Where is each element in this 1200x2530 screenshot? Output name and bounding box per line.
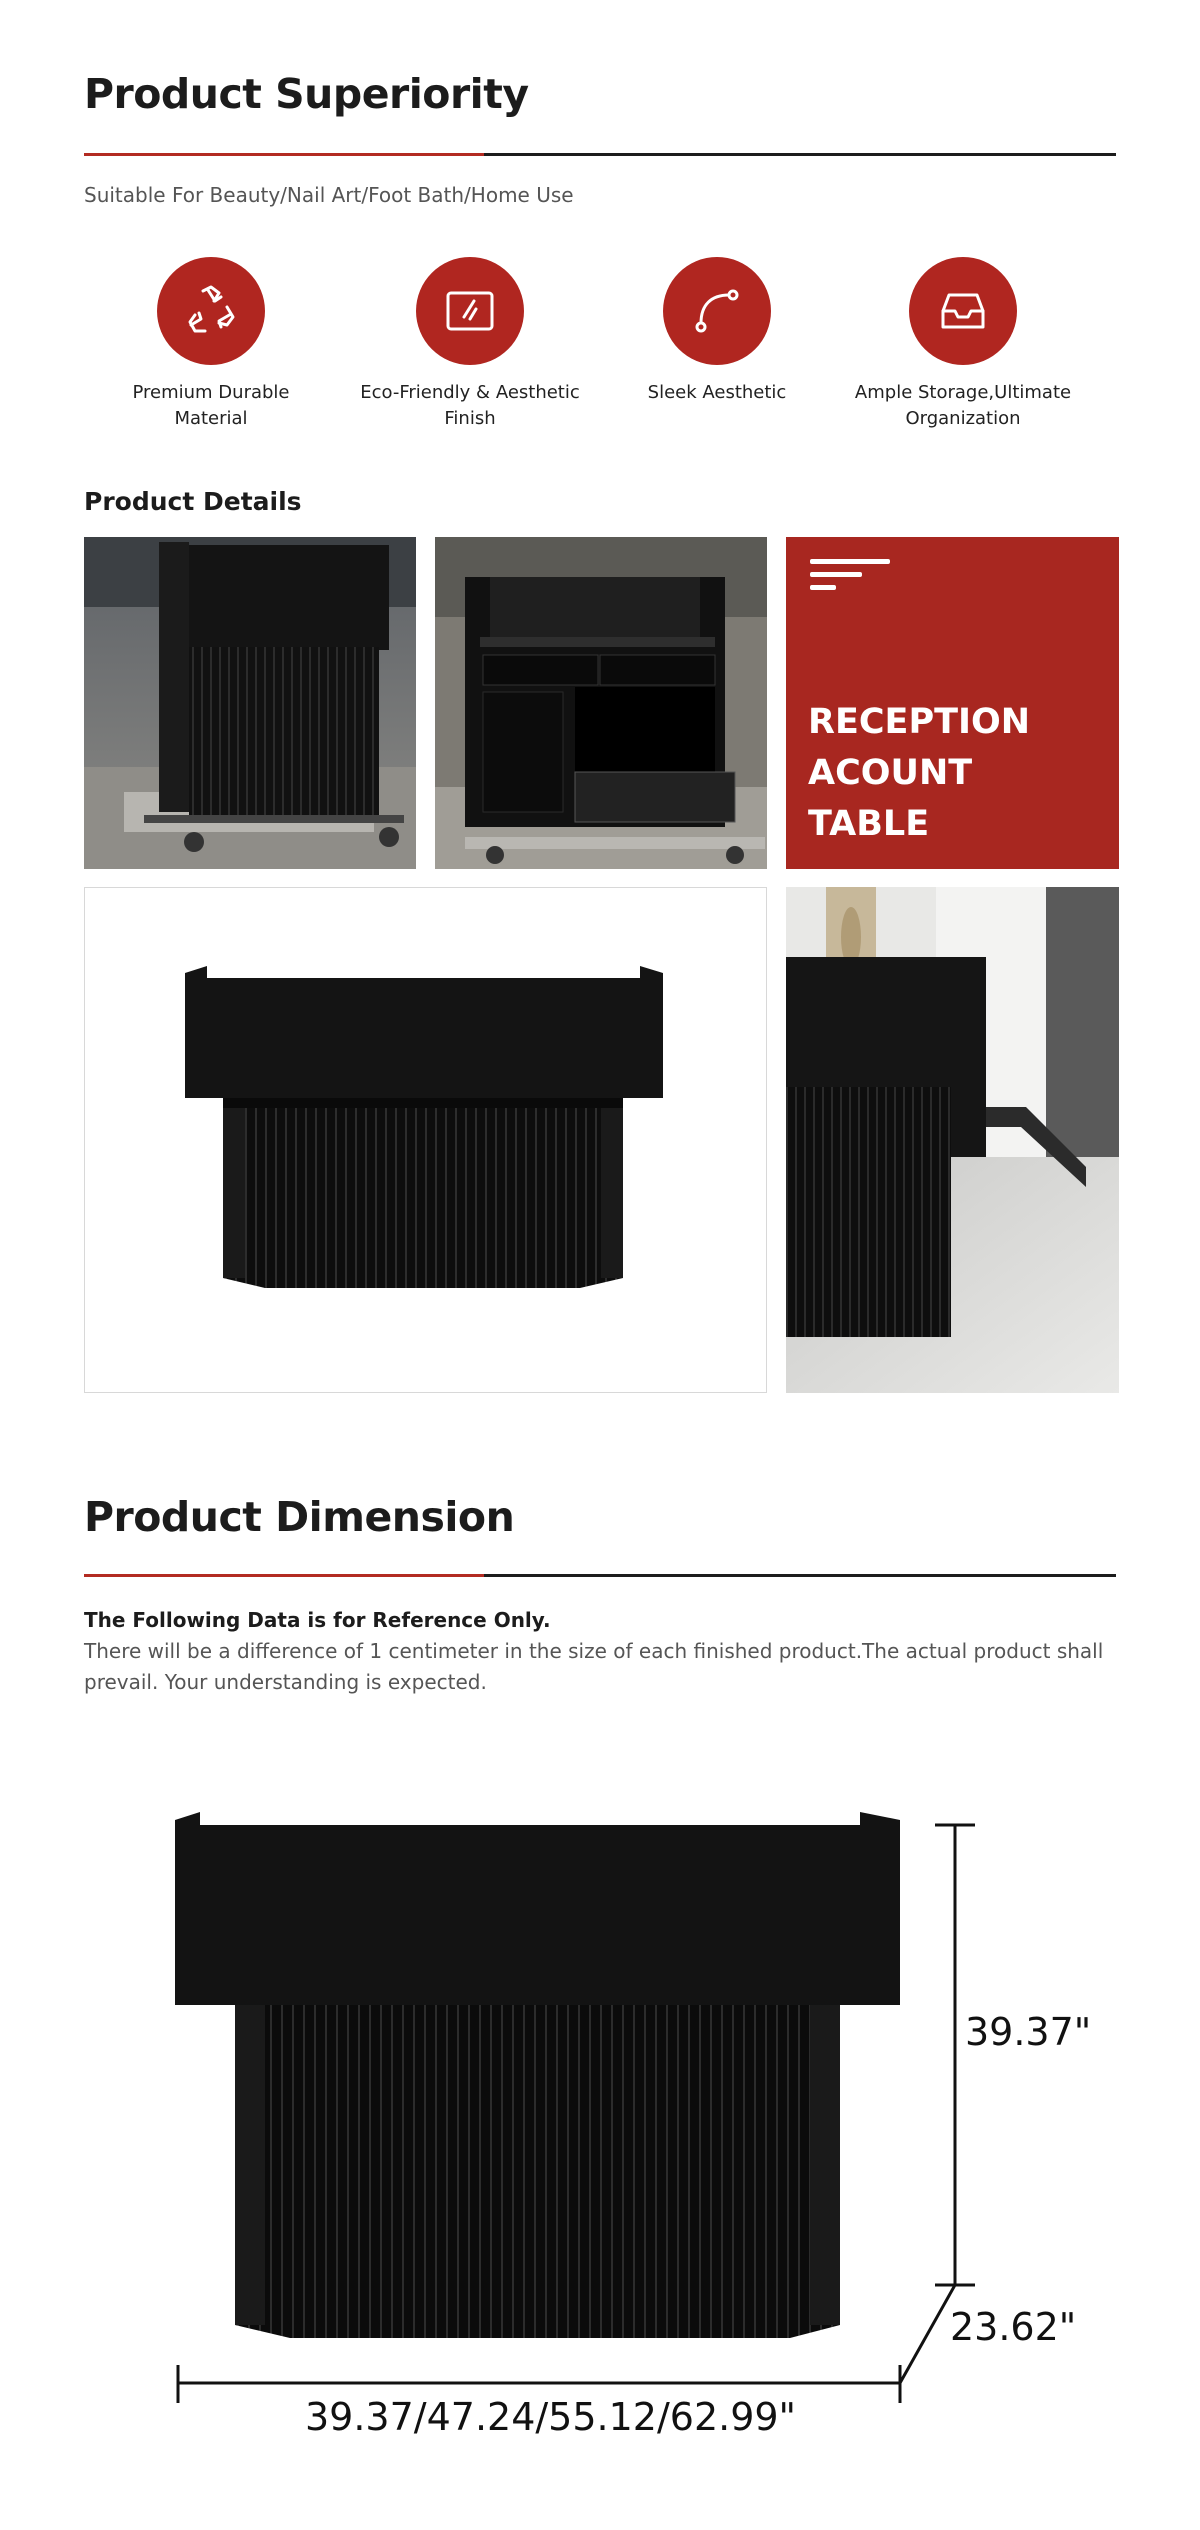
dimension-note-heading: The Following Data is for Reference Only. [84, 1608, 551, 1632]
feature-label-storage: Ample Storage,Ultimate Organization [854, 382, 1072, 429]
feature-label-sleek: Sleek Aesthetic [647, 382, 787, 403]
glass-panel-icon [416, 257, 524, 365]
dimension-title: Product Dimension [84, 1493, 515, 1541]
recycle-icon [157, 257, 265, 365]
storage-tray-icon [909, 257, 1017, 365]
feature-label-premium: Premium Durable Material [132, 382, 290, 429]
dimension-divider [84, 1574, 1116, 1577]
dimension-note-text: There will be a difference of 1 centimeter in the size of each finished product.The actual product shall prevail. Your understanding is expected. [84, 1639, 1104, 1694]
details-title: Product Details [84, 487, 302, 516]
depth-dimension-line [900, 2285, 955, 2383]
superiority-title: Product Superiority [84, 70, 529, 118]
width-label: 39.37/47.24/55.12/62.99" [305, 2395, 797, 2439]
height-label: 39.37" [965, 2010, 1092, 2054]
dimension-diagram [160, 1800, 1100, 2440]
panel-line-1: RECEPTION [808, 702, 1031, 742]
panel-line-2: ACOUNT [808, 753, 973, 793]
depth-label: 23.62" [950, 2305, 1077, 2349]
counter-top-shape [175, 1812, 900, 2010]
product-photo-interior [786, 887, 1119, 1393]
counter-base-shape [235, 2005, 840, 2338]
reception-title-panel [786, 537, 1119, 869]
superiority-divider [84, 153, 1116, 156]
product-photo-white-background [84, 887, 767, 1393]
feature-label-eco: Eco-Friendly & Aesthetic Finish [360, 382, 580, 429]
product-photo-factory-front [84, 537, 416, 869]
panel-line-3: TABLE [808, 804, 930, 844]
product-photo-factory-back [435, 537, 767, 869]
superiority-subtitle: Suitable For Beauty/Nail Art/Foot Bath/Home Use [84, 183, 574, 207]
curve-path-icon [663, 257, 771, 365]
